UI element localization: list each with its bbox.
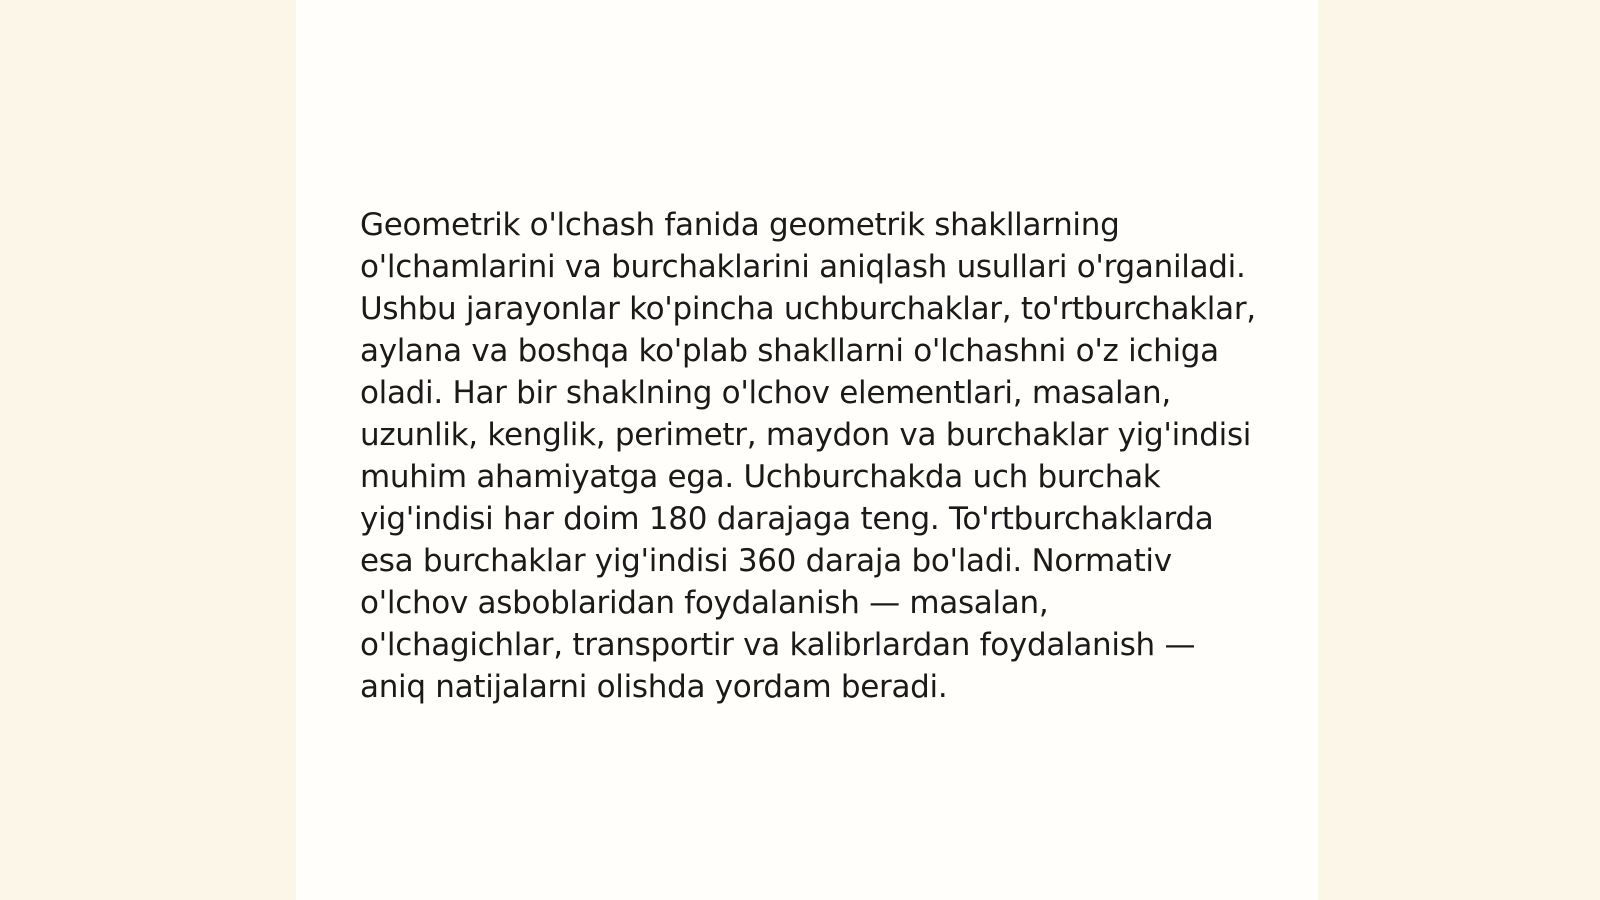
slide [296, 0, 1318, 900]
slide-body-text: Geometrik o'lchash fanida geometrik shakllarning o'lchamlarini va burchaklarini aniqlash usullari o'rganiladi. Ushbu jarayonlar ko'pincha uchburchaklar, to'rtburchaklar, aylana va boshqa ko'plab shakllarni o'lchashni o'z ichiga oladi. Har bir shaklning o'lchov elementlari, masalan, uzunlik, kenglik, perimetr, maydon va burchaklar yig'indisi muhim ahamiyatga ega. Uchburchakda uch burchak yig'indisi har doim 180 darajaga teng. To'rtburchaklarda esa burchaklar yig'indisi 360 daraja bo'ladi. Normativ o'lchov asboblaridan foydalanish — masalan, o'lchagichlar, transportir va kalibrlardan foydalanish — aniq natijalarni olishda yordam beradi. [360, 207, 1256, 705]
